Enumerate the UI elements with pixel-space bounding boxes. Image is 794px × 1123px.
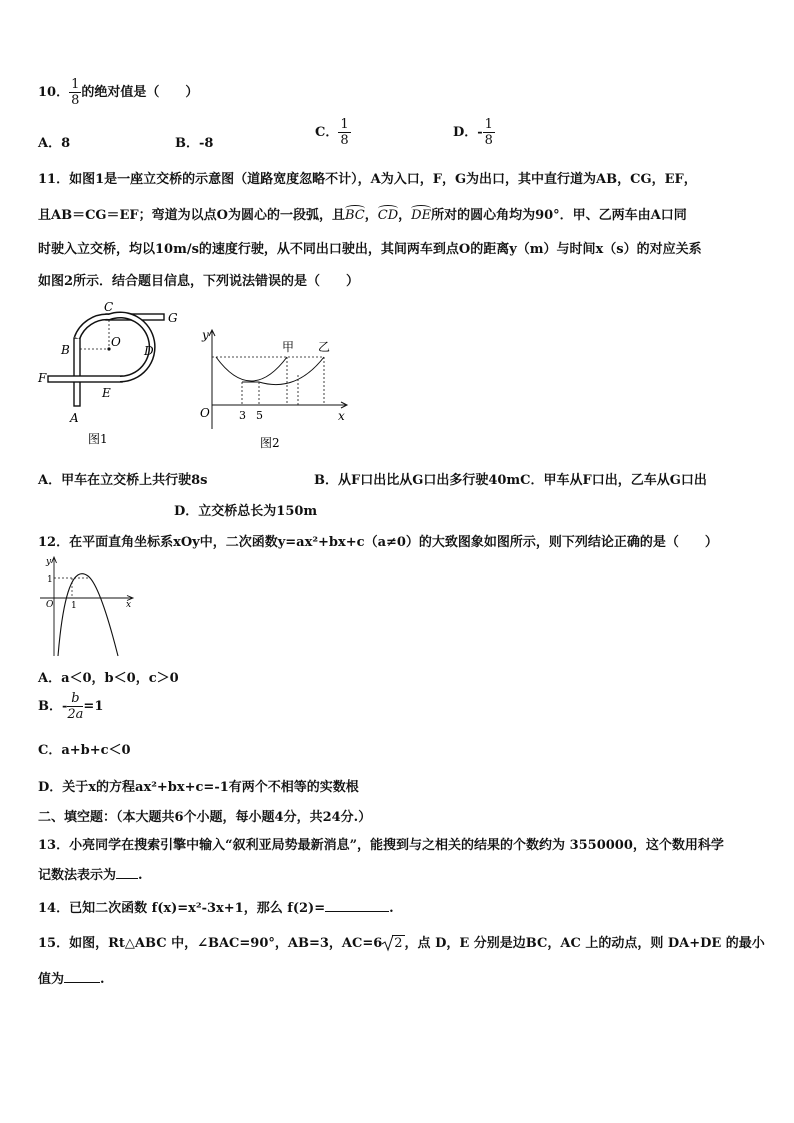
q10-option-c-fraction xyxy=(338,118,350,147)
q13-line-2-end: . xyxy=(138,868,143,883)
q14-line xyxy=(38,897,394,916)
axis-label-y: y xyxy=(46,557,52,567)
q15-line-1 xyxy=(38,932,765,951)
q10-option-c xyxy=(315,118,351,147)
q13-line-1: 13．小亮同学在搜索引擎中输入“叙利亚局势最新消息”，能搜到与之相关的结果的个数约为 3550000，这个数用科学 xyxy=(38,838,724,853)
label-g: G xyxy=(168,311,178,325)
label-jia: 甲 xyxy=(282,340,295,354)
q12-option-d: D．关于x的方程ax²+bx+c=-1有两个不相等的实数根 xyxy=(38,780,359,795)
q10-option-d-label: D．- xyxy=(453,125,483,140)
q11-arc-de: DE xyxy=(411,208,432,223)
label-f: F xyxy=(38,371,47,385)
q15-line-2 xyxy=(38,968,105,987)
q11-line-2: 且AB＝CG＝EF；弯道为以点O为圆心的一段弧，且BC，CD，DE所对的圆心角均为90°．甲、乙两车由A口同 xyxy=(38,208,687,223)
label-a: A xyxy=(70,411,79,425)
tick-3: 3 xyxy=(239,409,246,422)
label-e: E xyxy=(102,386,111,400)
road-ab xyxy=(74,338,80,406)
label-b: B xyxy=(61,343,70,357)
q10-option-a: A．8 xyxy=(38,136,71,151)
q13-answer-blank xyxy=(116,866,138,879)
q14-end: . xyxy=(389,901,394,916)
q10-fraction xyxy=(69,78,81,107)
q11-line-2-start: 且AB＝CG＝EF；弯道为以点O为圆心的一段弧，且 xyxy=(38,208,345,223)
q10-stem-text: 的绝对值是（ ） xyxy=(81,85,199,100)
q10-option-d xyxy=(453,118,495,147)
q15-line-2-end: . xyxy=(100,972,105,987)
q11-option-b-c: B．从F口出比从G口出多行驶40mC．甲车从F口出，乙车从G口出 xyxy=(314,473,707,488)
q13-line-2-text: 记数法表示为 xyxy=(38,868,117,883)
q11-line-3: 时驶入立交桥，均以10m/s的速度行驶，从不同出口驶出，其间两车到点O的距离y（m）与时间x（s）的对应关系 xyxy=(38,242,702,257)
q10-frac-numerator: 1 xyxy=(71,77,80,92)
road-ef xyxy=(48,376,122,382)
q11-figure-2 xyxy=(196,325,356,455)
q10-option-d-fraction xyxy=(483,118,495,147)
figure-1-caption: 图1 xyxy=(88,432,108,446)
origin-label: O xyxy=(200,406,210,420)
label-c: C xyxy=(104,300,114,314)
label-yi: 乙 xyxy=(318,340,331,354)
section-2-heading: 二、填空题：（本大题共6个小题，每小题4分，共24分.） xyxy=(38,810,372,825)
q10-option-b: B．-8 xyxy=(175,136,214,151)
tick-y-1: 1 xyxy=(47,575,53,585)
q13-line-2 xyxy=(38,864,143,883)
axis-label-x: x xyxy=(338,409,345,423)
q12-option-b xyxy=(38,692,103,721)
q11-arc-cd: CD xyxy=(377,208,399,223)
q10-option-d-numerator: 1 xyxy=(484,117,493,132)
figure-2-caption: 图2 xyxy=(260,436,280,450)
axis-label-y: y xyxy=(202,328,209,342)
q11-option-a: A．甲车在立交桥上共行驶8s xyxy=(38,473,208,488)
q12-option-b-tail: =1 xyxy=(83,699,104,714)
origin-label: O xyxy=(46,600,54,610)
curve-jia xyxy=(216,357,287,381)
q11-line-2-end: 所对的圆心角均为90°．甲、乙两车由A口同 xyxy=(431,208,687,223)
q14-text: 14．已知二次函数 f(x)=x²-3x+1，那么 f(2)= xyxy=(38,901,326,916)
q15-sqrt-radicand: 2 xyxy=(394,936,403,951)
q12-option-b-numerator: b xyxy=(67,692,83,707)
q11-line-4: 如图2所示．结合题目信息，下列说法错误的是（ ） xyxy=(38,274,360,289)
q10-option-c-numerator: 1 xyxy=(340,117,349,132)
q12-option-c: C．a+b+c＜0 xyxy=(38,743,131,758)
q10-option-c-denominator: 8 xyxy=(340,133,349,148)
q12-option-a: A．a＜0，b＜0，c＞0 xyxy=(38,671,179,686)
q10-stem xyxy=(38,78,198,107)
q11-line-1: 11．如图1是一座立交桥的示意图（道路宽度忽略不计），A为入口，F，G为出口，其中直行道为AB，CG，EF， xyxy=(38,172,697,187)
label-o: O xyxy=(111,335,121,349)
q15-line-1-end: ，点 D，E 分别是边BC，AC 上的动点，则 DA+DE 的最小 xyxy=(404,936,765,951)
q12-option-b-label: B．- xyxy=(38,699,68,714)
q15-line-1-start: 15．如图，Rt△ABC 中，∠BAC=90°，AB=3，AC=6 xyxy=(38,936,383,951)
q11-option-d: D．立交桥总长为150m xyxy=(174,504,318,519)
q10-option-c-label: C． xyxy=(315,125,339,140)
curve-yi xyxy=(259,357,324,385)
q11-figure-1 xyxy=(30,298,190,456)
label-d: D xyxy=(144,344,154,358)
q12-graph xyxy=(34,552,138,658)
tick-5: 5 xyxy=(256,409,263,422)
q11-arc-bc: BC xyxy=(345,208,365,223)
q14-answer-blank xyxy=(325,899,389,912)
q12-stem: 12．在平面直角坐标系xOy中，二次函数y=ax²+bx+c（a≠0）的大致图象如图所示，则下列结论正确的是（ ） xyxy=(38,535,718,550)
axis-label-x: x xyxy=(126,600,132,610)
q10-frac-denominator: 8 xyxy=(71,93,80,108)
q15-answer-blank xyxy=(64,970,100,983)
q12-option-b-fraction xyxy=(67,692,83,721)
q15-line-2-text: 值为 xyxy=(38,972,65,987)
q15-sqrt xyxy=(382,936,404,951)
q10-number: 10． xyxy=(38,85,70,100)
q12-option-b-denominator: 2a xyxy=(67,707,84,722)
parabola xyxy=(58,574,118,656)
q10-option-d-denominator: 8 xyxy=(484,133,493,148)
tick-x-1: 1 xyxy=(71,601,77,611)
